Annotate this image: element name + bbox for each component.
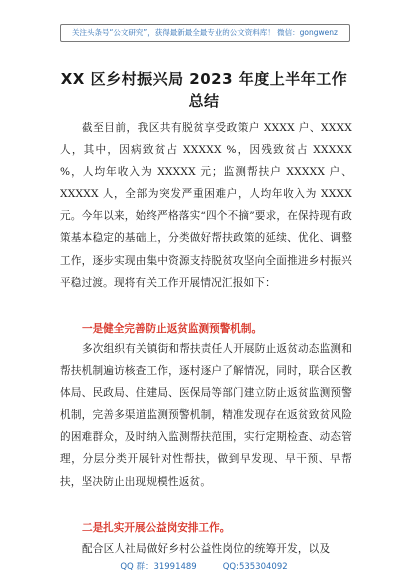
section-paragraph-2: 配合区人社局做好乡村公益性岗位的统筹开发，以及 bbox=[82, 543, 331, 555]
document-title-continued: 总结 bbox=[188, 92, 220, 110]
footer-contact bbox=[0, 560, 408, 572]
footer-qq-group: QQ 群：31991489 bbox=[120, 562, 197, 572]
section-heading-1: 一是健全完善防止返贫监测预警机制。 bbox=[82, 323, 263, 335]
header-banner: 关注头条号“公文研究”，获得最新最全最专业的公文资料库！ 微信：gongwenz bbox=[60, 24, 350, 42]
section-heading-2: 二是扎实开展公益岗安排工作。 bbox=[82, 522, 231, 534]
intro-paragraph: 截至目前，我区共有脱贫享受政策户 XXXX 户、XXXX 人，其中，因病致贫占 XXXXX %，因残致贫占 XXXXX %，人均年收入为 XXXXX 元；监测帮扶户 XXXXX 户、XXXXX 人，全部为突发严重困难户，人均年收入为 XXXX 元。今年以来，始终严格落实“四个不摘”要求，在保持现有政策基本稳定的基础上，分类做好帮扶政策的延续、优化、调整工作，逐步实现由集中资源支持脱贫攻坚向全面推进乡村振兴平稳过渡。现将有关工作开展情况汇报如下： bbox=[60, 122, 352, 289]
footer-qq: QQ:535304092 bbox=[222, 562, 288, 572]
section-paragraph-1: 多次组织有关镇街和帮扶责任人开展防止返贫动态监测和帮扶机制遍访核查工作，逐村逐户了解情况，同时，联合区教体局、民政局、住建局、医保局等部门建立防止返贫监测预警机制，完善多渠道监测预警机制，精准发现存在返贫致贫风险的困难群众，及时纳入监测帮扶范围，实行定期检查、动态管理，分层分类开展针对性帮扶，做到早发现、早干预、早帮扶，坚决防止出现规模性返贫。 bbox=[60, 343, 352, 488]
document-title: XX 区乡村振兴局 2023 年度上半年工作 bbox=[60, 70, 348, 88]
